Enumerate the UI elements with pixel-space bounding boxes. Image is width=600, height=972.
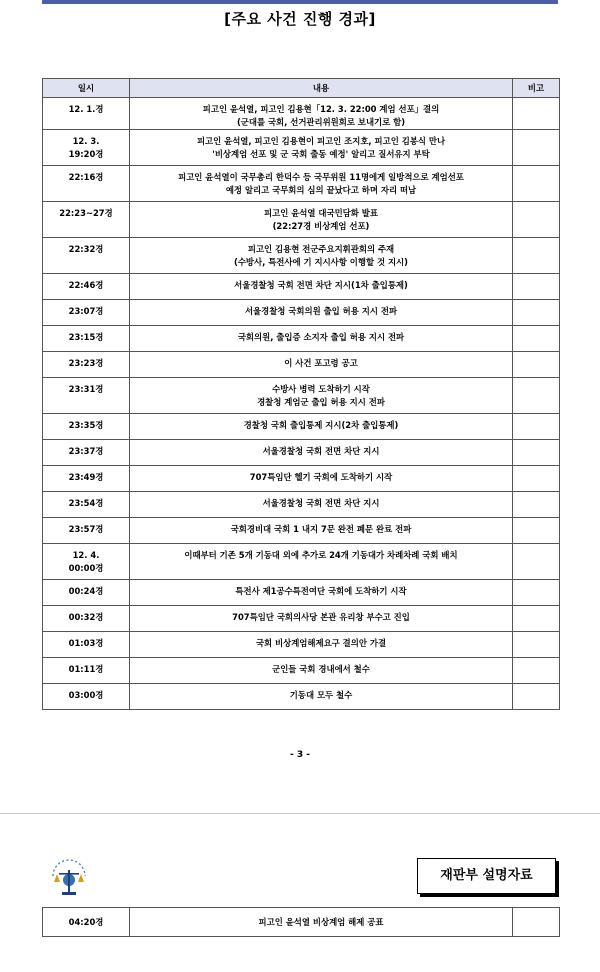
row-note: [513, 632, 560, 658]
row-date-line: 23:35경: [68, 420, 104, 430]
row-note: [513, 300, 560, 326]
row-date-line: 01:11경: [68, 664, 104, 674]
row-content-line: 이때부터 기존 5개 기동대 외에 추가로 24개 기동대가 차례차례 국회 배치: [184, 550, 458, 560]
row-content: [130, 440, 513, 466]
row-date-line: 23:07경: [68, 306, 104, 316]
row-content-line: 서울경찰청 국회의원 출입 허용 지시 전파: [244, 306, 398, 316]
row-note: [513, 466, 560, 492]
row-date-line: 22:32경: [68, 244, 104, 254]
row-content: [130, 166, 513, 202]
row-content: [130, 274, 513, 300]
row-date-line: 23:15경: [68, 332, 104, 342]
row-content: [130, 606, 513, 632]
row-content-line: 기동대 모두 철수: [289, 690, 353, 700]
row-note: [513, 606, 560, 632]
table-row: [43, 326, 560, 352]
row-date-line: 23:49경: [68, 472, 104, 482]
table-row: [43, 352, 560, 378]
row-note: [513, 130, 560, 166]
header-rule: [42, 0, 558, 4]
row-content-line: 예정 알리고 국무회의 심의 끝났다고 하며 자리 떠남: [225, 185, 417, 195]
row-content: [130, 632, 513, 658]
row-date-line: 12. 3.: [72, 136, 100, 146]
row-content: [130, 238, 513, 274]
events-table: [42, 78, 560, 710]
table-row: [43, 274, 560, 300]
row-content-line: 서울경찰청 국회 전면 차단 지시(1차 출입통제): [234, 280, 408, 290]
row-date: [43, 352, 130, 378]
row-date-line: 01:03경: [68, 638, 104, 648]
row-content: [130, 98, 513, 130]
row-date: [43, 606, 130, 632]
row-content: [130, 414, 513, 440]
row-content: [130, 580, 513, 606]
row-note: [513, 414, 560, 440]
row-content: [130, 202, 513, 238]
table-row: [43, 492, 560, 518]
table-row: [43, 414, 560, 440]
row-note: [513, 238, 560, 274]
row-content-line: 경찰청 국회 출입통제 지시(2차 출입통제): [243, 420, 399, 430]
row-content-line: 수방사 병력 도착하기 시작: [272, 384, 370, 394]
row-note: [513, 440, 560, 466]
row-date-line: 23:23경: [68, 358, 104, 368]
row-date: [43, 414, 130, 440]
row-content-line: (수방사, 특전사에 기 지시사항 이행할 것 지시): [234, 257, 408, 267]
table-row: [43, 580, 560, 606]
table-row: [43, 908, 560, 937]
row-content: [130, 492, 513, 518]
table-row: [43, 300, 560, 326]
row-note: [513, 166, 560, 202]
row-content-line: 피고인 윤석열이 국무총리 한덕수 등 국무위원 11명에게 일방적으로 계엄선포: [178, 172, 464, 182]
row-content: [130, 378, 513, 414]
row-date-line: 12. 4.: [72, 550, 100, 560]
row-date: [43, 300, 130, 326]
page-number: - 3 -: [290, 750, 310, 760]
row-date-line: 00:00경: [68, 563, 104, 573]
row-date-line: 00:32경: [68, 612, 104, 622]
row-content: [130, 352, 513, 378]
table-row: [43, 518, 560, 544]
row-content-line: (22:27경 비상계엄 선포): [272, 221, 370, 231]
header-note: 비고: [513, 79, 560, 98]
row-content-line: 707특임단 국회의사당 본관 유리창 부수고 진입: [232, 612, 410, 622]
row-date: [43, 166, 130, 202]
row-content-line: 국회 비상계엄해제요구 결의안 가결: [255, 638, 387, 648]
row-date-line: 22:46경: [68, 280, 104, 290]
row-content-line: 피고인 김용현 전군주요지휘관회의 주재: [247, 244, 395, 254]
row-date: [43, 130, 130, 166]
row-content-line: 국회의원, 출입증 소지자 출입 허용 지시 전파: [237, 332, 405, 342]
row-content: [130, 518, 513, 544]
row-date-line: 19:20경: [68, 149, 104, 159]
table-header-row: [43, 79, 560, 98]
row-content-line: (군대를 국회, 선거관리위원회로 보내기로 함): [236, 117, 406, 127]
row-date: [43, 326, 130, 352]
continuation-table: [42, 907, 560, 937]
row-date-line: 22:23~27경: [59, 208, 113, 218]
row-date: [43, 238, 130, 274]
row-note: [513, 908, 560, 937]
row-content: [130, 130, 513, 166]
table-row: [43, 632, 560, 658]
table-row: [43, 98, 560, 130]
row-note: [513, 98, 560, 130]
table-row: [43, 378, 560, 414]
row-content-line: 국회경비대 국회 1 내지 7문 완전 폐문 완료 전파: [230, 524, 412, 534]
row-content-line: 피고인 윤석열, 피고인 김용현「12. 3. 22:00 계엄 선포」결의: [202, 104, 440, 114]
row-date: [43, 378, 130, 414]
row-date: [43, 684, 130, 710]
table-row: [43, 658, 560, 684]
row-date: 04:20경: [43, 908, 130, 937]
table-row: [43, 238, 560, 274]
row-note: [513, 492, 560, 518]
row-content-line: 피고인 윤석열 대국민담화 발표: [264, 208, 378, 218]
row-note: [513, 378, 560, 414]
row-content-line: 이 사건 포고령 공고: [284, 358, 358, 368]
row-note: [513, 202, 560, 238]
court-explanation-badge: 재판부 설명자료: [417, 858, 556, 894]
row-date-line: 23:57경: [68, 524, 104, 534]
events-body: [43, 98, 560, 710]
table-row: [43, 166, 560, 202]
page-title: [주요 사건 진행 경과]: [224, 10, 376, 28]
table-row: [43, 544, 560, 580]
row-date: [43, 580, 130, 606]
row-content: [130, 466, 513, 492]
page-divider: [0, 813, 600, 814]
row-note: [513, 544, 560, 580]
table-row: [43, 440, 560, 466]
row-date: [43, 466, 130, 492]
row-content: [130, 300, 513, 326]
header-date: 일시: [43, 79, 130, 98]
row-date: [43, 440, 130, 466]
row-date: [43, 202, 130, 238]
row-content-line: '비상계엄 선포 및 군 국회 출동 예정' 알리고 질서유지 부탁: [212, 149, 430, 159]
row-note: [513, 274, 560, 300]
row-date: [43, 98, 130, 130]
row-content: [130, 658, 513, 684]
row-note: [513, 658, 560, 684]
row-note: [513, 352, 560, 378]
row-content-line: 군인들 국회 경내에서 철수: [272, 664, 370, 674]
row-content: [130, 544, 513, 580]
row-date: [43, 518, 130, 544]
row-date: [43, 632, 130, 658]
row-note: [513, 326, 560, 352]
row-date-line: 23:37경: [68, 446, 104, 456]
row-note: [513, 518, 560, 544]
row-content-line: 707특임단 헬기 국회에 도착하기 시작: [249, 472, 393, 482]
row-date-line: 03:00경: [68, 690, 104, 700]
row-date: [43, 492, 130, 518]
row-date: [43, 544, 130, 580]
row-date-line: 12. 1.경: [68, 104, 104, 114]
table-row: [43, 130, 560, 166]
row-date: [43, 274, 130, 300]
row-content: [130, 326, 513, 352]
row-note: [513, 684, 560, 710]
row-content: 피고인 윤석열 비상계엄 해제 공표: [130, 908, 513, 937]
row-content-line: 서울경찰청 국회 전면 차단 지시: [262, 446, 380, 456]
row-content-line: 서울경찰청 국회 전면 차단 지시: [262, 498, 380, 508]
row-date-line: 00:24경: [68, 586, 104, 596]
court-emblem-icon: [47, 856, 91, 900]
table-row: [43, 202, 560, 238]
row-date-line: 23:54경: [68, 498, 104, 508]
row-content-line: 피고인 윤석열, 피고인 김용현이 피고인 조지호, 피고인 김봉식 만나: [196, 136, 446, 146]
row-note: [513, 580, 560, 606]
table-row: [43, 606, 560, 632]
row-content-line: 특전사 제1공수특전여단 국회에 도착하기 시작: [235, 586, 407, 596]
row-date-line: 22:16경: [68, 172, 104, 182]
row-content: [130, 684, 513, 710]
table-row: [43, 466, 560, 492]
header-content: 내용: [130, 79, 513, 98]
table-row: [43, 684, 560, 710]
row-date: [43, 658, 130, 684]
row-date-line: 23:31경: [68, 384, 104, 394]
row-content-line: 경찰청 계엄군 출입 허용 지시 전파: [257, 397, 385, 407]
